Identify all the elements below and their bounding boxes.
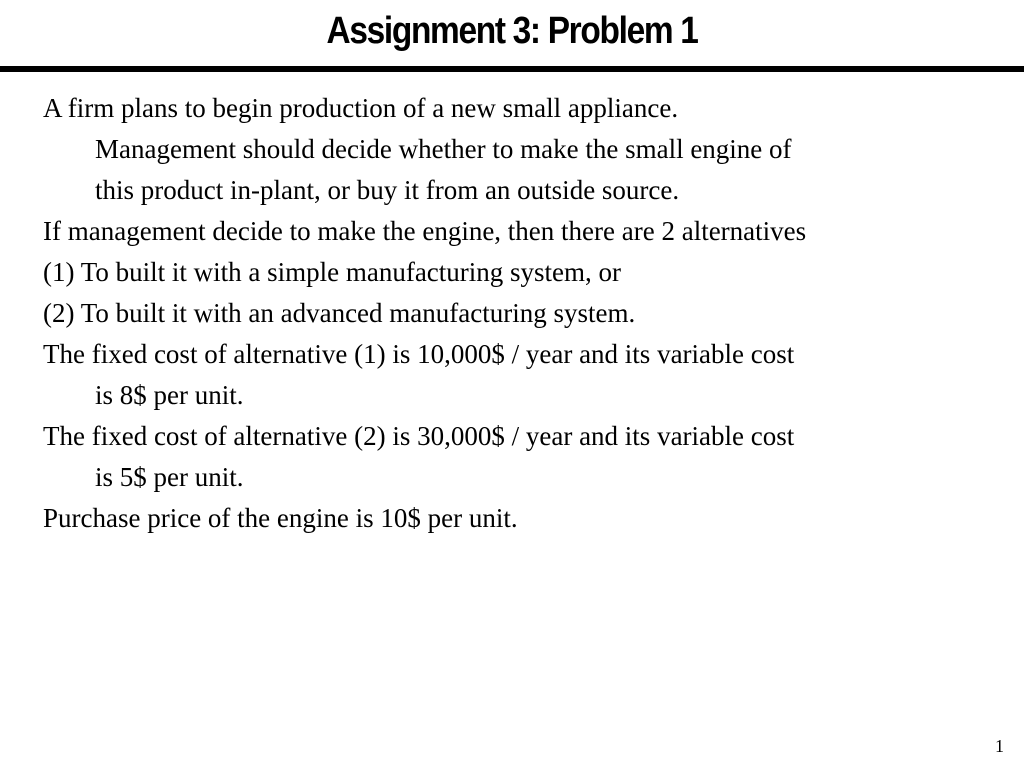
title-divider xyxy=(0,66,1024,72)
line: The fixed cost of alternative (2) is 30,000$ / year and its variable cost xyxy=(43,421,795,451)
paragraph-purchase-price xyxy=(43,498,1018,539)
line: Management should decide whether to make the small engine of xyxy=(95,134,792,164)
paragraph-cost-alternative-1 xyxy=(43,334,1018,416)
paragraph-intro xyxy=(43,88,1018,211)
line: (1) To built it with a simple manufacturing system, or xyxy=(43,257,622,287)
line: is 5$ per unit. xyxy=(95,462,244,492)
slide-title: Assignment 3: Problem 1 xyxy=(326,10,698,52)
problem-statement xyxy=(43,88,1018,539)
paragraph-alternative-1 xyxy=(43,252,1018,293)
line: The fixed cost of alternative (1) is 10,000$ / year and its variable cost xyxy=(43,339,795,369)
line: A firm plans to begin production of a new small appliance. xyxy=(43,93,679,123)
paragraph-alternative-2 xyxy=(43,293,1018,334)
line: (2) To built it with an advanced manufacturing system. xyxy=(43,298,636,328)
paragraph-cost-alternative-2 xyxy=(43,416,1018,498)
page-number: 1 xyxy=(995,736,1004,756)
line: this product in-plant, or buy it from an outside source. xyxy=(95,175,680,205)
line: If management decide to make the engine, then there are 2 alternatives xyxy=(43,216,807,246)
line: Purchase price of the engine is 10$ per unit. xyxy=(43,503,518,533)
line: is 8$ per unit. xyxy=(95,380,244,410)
paragraph-alternatives xyxy=(43,211,1018,252)
